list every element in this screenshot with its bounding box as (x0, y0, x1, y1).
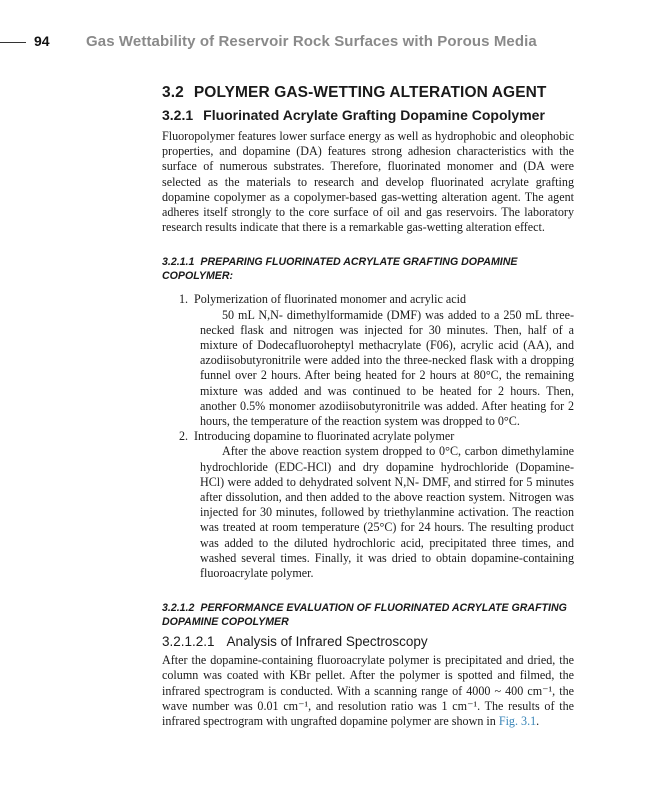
step-title: Introducing dopamine to fluorinated acrylate polymer (194, 429, 455, 444)
header-rule (0, 42, 26, 43)
page-content (162, 84, 574, 729)
section-title: POLYMER GAS-WETTING ALTERATION AGENT (193, 84, 547, 101)
subsubsubsection-heading (162, 634, 574, 649)
step-number: 1. (179, 292, 189, 307)
section-number: 3.2 (162, 84, 184, 101)
step-body: After the above reaction system dropped to 0°C, carbon dimethylamine hydrochloride (EDC-HCl) and dry dopamine hydrochloride (Dopamine-HCl) were added to dehydrated solvent N,N- DMF, and stirred for 5 minutes after dissolution, and then added to the above reaction system. Nitrogen was injected for 30 minutes, followed by triethylanmine activation. The reaction was treated at room temperature (25°C) for 24 hours. The resulting product was added to the diluted hydrochloric acid, precipitated three times, and washed several times. Finally, it was dried to obtain dopamine-containing fluoroacrylate polymer. (200, 444, 574, 581)
step-title: Polymerization of fluorinated monomer and acrylic acid (194, 292, 467, 307)
infrared-paragraph-end: . (536, 714, 540, 729)
subsection-number: 3.2.1 (162, 107, 194, 123)
subsubsection-heading-preparation (162, 255, 574, 283)
subsubsubsection-title: Analysis of Infrared Spectroscopy (226, 634, 428, 650)
subsubsection-heading-evaluation (162, 601, 574, 629)
subsection-heading (162, 107, 574, 123)
subsection-title: Fluorinated Acrylate Grafting Dopamine Copolymer (203, 107, 545, 123)
step-number: 2. (179, 429, 189, 444)
running-title: Gas Wettability of Reservoir Rock Surfaces with Porous Media (86, 33, 537, 50)
infrared-paragraph-text: After the dopamine-containing fluoroacrylate polymer is precipitated and dried, the column was coated with KBr pellet. After the polymer is spotted and filmed, the infrared spectrogram is conducted. With a scanning range of 4000 ~ 400 cm⁻¹, the wave number was 0.01 cm⁻¹, and resolution ratio was 1 cm⁻¹. The results of the infrared spectrogram with ungrafted dopamine polymer are shown in (162, 653, 574, 729)
subsubsection-number: 3.2.1.2 (162, 602, 195, 615)
procedure-step (162, 429, 574, 581)
procedure-list (162, 292, 574, 581)
infrared-paragraph (162, 653, 574, 729)
figure-link[interactable]: Fig. 3.1 (498, 714, 537, 729)
subsubsection-number: 3.2.1.1 (162, 256, 195, 269)
section-heading (162, 84, 574, 102)
step-body: 50 mL N,N- dimethylformamide (DMF) was added to a 250 mL three-necked flask and nitrogen was injected for 30 minutes. Then, half of a mixture of Dodecafluoroheptyl methacrylate (F06), acrylic acid (AA), and azodiisobutyronitrile were added into the three-necked flask with a dropping funnel over 2 hours. After being heated for 2 hours at 80°C, the remaining mixture was added and was continued to be heated for 2 hours. Then, another 0.5% monomer azodiisobutyronitrile was added. After heating for 2 hours, the temperature of the reaction system was dropped to 0°C. (200, 307, 574, 429)
page-number: 94 (34, 33, 50, 49)
intro-paragraph: Fluoropolymer features lower surface energy as well as hydrophobic and oleophobic properties, and dopamine (DA) features strong adhesion characteristics with the surface of numerous substrates. Therefore, fluorinated monomer and (DA were selected as the materials to research and develop fluorinated acrylate grafting dopamine copolymer as a copolymer-based gas-wetting alteration agent. The agent adheres itself strongly to the core surface of oil and gas reservoirs. The laboratory research results indicate that there is a remarkable gas-wetting alteration effect. (162, 129, 574, 235)
procedure-step (162, 292, 574, 429)
subsubsection-title: PREPARING FLUORINATED ACRYLATE GRAFTING DOPAMINE COPOLYMER: (162, 256, 518, 283)
subsubsubsection-number: 3.2.1.2.1 (162, 634, 215, 650)
subsubsection-title: PERFORMANCE EVALUATION OF FLUORINATED ACRYLATE GRAFTING DOPAMINE COPOLYMER (162, 602, 567, 629)
